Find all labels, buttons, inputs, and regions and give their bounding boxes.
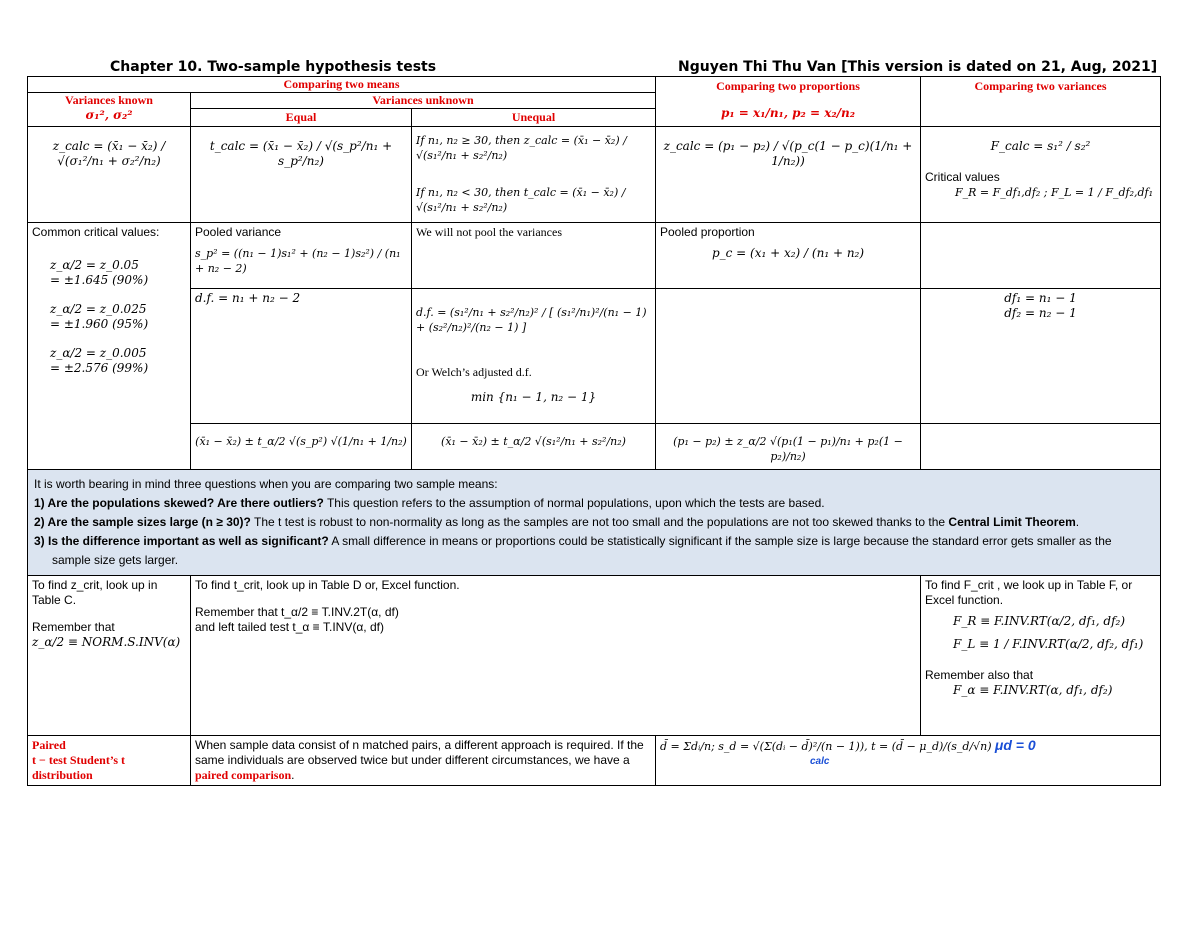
question-2-bold: 2) Are the sample sizes large (n ≥ 30)? bbox=[34, 515, 251, 529]
formula-pooled-variance: s_p² = ((n₁ − 1)s₁² + (n₂ − 1)s₂²) / (n₁ + n₂ − 2) bbox=[195, 247, 401, 275]
formula-pooled-proportion: p_c = (x₁ + x₂) / (n₁ + n₂) bbox=[711, 246, 865, 260]
question-3-rest: A small difference in means or proportions could be statistically significant if the sample size is large because the standard error gets smaller as the bbox=[328, 534, 1112, 548]
cell-t-lookup bbox=[191, 576, 921, 736]
paired-desc: When sample data consist of n matched pairs, a different approach is required. If the same individuals are observed twice but under different circumstances, we have a bbox=[195, 738, 644, 767]
formula-unequal-large: If n₁, n₂ ≥ 30, then z_calc = (x̄₁ − x̄₂) / √(s₁²/n₁ + s₂²/n₂) bbox=[416, 134, 627, 162]
question-3-bold: 3) Is the difference important as well as significant? bbox=[34, 534, 329, 548]
label-pooled-variance: Pooled variance bbox=[195, 225, 282, 239]
label-common-critical: Common critical values: bbox=[32, 225, 160, 239]
f-remember: Remember also that bbox=[925, 668, 1034, 682]
z-formula: z_α/2 ≡ NORM.S.INV(α) bbox=[32, 635, 181, 649]
t-remember: Remember that t_α/2 ≡ T.INV.2T(α, df) bbox=[195, 605, 399, 619]
question-3 bbox=[34, 534, 1154, 549]
cell-f-lookup bbox=[921, 576, 1161, 736]
questions-intro: It is worth bearing in mind three questions when you are comparing two sample means: bbox=[34, 477, 498, 491]
header-comparing-variances: Comparing two variances bbox=[921, 77, 1161, 127]
cell-unequal-stat bbox=[412, 127, 656, 223]
header-proportions-cell bbox=[656, 77, 921, 127]
f-alpha-formula: F_α ≡ F.INV.RT(α, df₁, df₂) bbox=[953, 683, 1113, 697]
z90-label: z_α/2 = z_0.05 bbox=[50, 258, 139, 272]
cell-pooled-variance bbox=[191, 223, 412, 289]
paired-handwritten-note: μd = 0 bbox=[994, 737, 1036, 753]
cell-var-df bbox=[921, 289, 1161, 424]
formula-known-z: z_calc = (x̄₁ − x̄₂) / √(σ₁²/n₁ + σ₂²/n₂) bbox=[52, 139, 166, 168]
z99-label: z_α/2 = z_0.005 bbox=[50, 346, 147, 360]
label-critical-values: Critical values bbox=[925, 170, 1000, 184]
formula-welch-min: min {n₁ − 1, n₂ − 1} bbox=[470, 390, 597, 404]
paired-label-2: t − test Student’s t distribution bbox=[32, 753, 126, 782]
formula-prop-ci: (p₁ − p₂) ± z_α/2 √(p₁(1 − p₁)/n₁ + p₂(1 − p₂)/n₂) bbox=[673, 435, 903, 463]
cell-common-critical bbox=[28, 223, 191, 470]
question-1-rest: This question refers to the assumption of normal populations, upon which the tests are based. bbox=[323, 496, 825, 510]
question-2-end: . bbox=[1075, 515, 1080, 529]
f-left-formula: F_L ≡ 1 / F.INV.RT(α/2, df₂, df₁) bbox=[953, 637, 1144, 651]
z95-value: = ±1.960 (95%) bbox=[50, 317, 149, 331]
label-welch: Or Welch’s adjusted d.f. bbox=[416, 365, 532, 379]
question-1 bbox=[34, 496, 1154, 511]
cell-pooled-proportion bbox=[656, 223, 921, 289]
paired-label: Paired bbox=[32, 738, 66, 752]
header-known-cell bbox=[28, 93, 191, 127]
cell-prop-z bbox=[656, 127, 921, 223]
cell-empty-var-pool bbox=[921, 223, 1161, 289]
cell-equal-t bbox=[191, 127, 412, 223]
header-comparing-proportions: Comparing two proportions bbox=[716, 79, 860, 93]
questions-band bbox=[28, 470, 1161, 576]
paired-calc-note: calc bbox=[810, 756, 830, 767]
header-equal: Equal bbox=[191, 109, 412, 127]
cell-prop-ci bbox=[656, 424, 921, 470]
cell-known-z bbox=[28, 127, 191, 223]
question-2 bbox=[34, 515, 1154, 530]
cell-paired-label bbox=[28, 736, 191, 786]
formula-unequal-ci: (x̄₁ − x̄₂) ± t_α/2 √(s₁²/n₁ + s₂²/n₂) bbox=[441, 435, 626, 448]
question-1-bold: 1) Are the populations skewed? Are there outliers? bbox=[34, 496, 324, 510]
header-proportions-sub: p₁ = x₁/n₁, p₂ = x₂/n₂ bbox=[720, 106, 855, 120]
f-find: To find F_crit , we look up in Table F, or Excel function. bbox=[925, 578, 1133, 607]
header-comparing-means: Comparing two means bbox=[28, 77, 656, 93]
t-find: To find t_crit, look up in Table D or, Excel function. bbox=[195, 578, 460, 592]
formula-equal-ci: (x̄₁ − x̄₂) ± t_α/2 √(s_p²) √(1/n₁ + 1/n₂) bbox=[195, 435, 407, 448]
question-2-rest: The t test is robust to non-normality as long as the samples are not too small and the populations are not too skewed thanks to the bbox=[250, 515, 949, 529]
cell-equal-df bbox=[191, 289, 412, 424]
paired-desc-end: . bbox=[291, 768, 295, 782]
cell-paired-formula bbox=[656, 736, 1161, 786]
cell-unequal-df bbox=[412, 289, 656, 424]
header-unequal: Unequal bbox=[412, 109, 656, 127]
z99-value: = ±2.576 (99%) bbox=[50, 361, 149, 375]
page-header-right: Nguyen Thi Thu Van [This version is dated on 21, Aug, 2021] bbox=[678, 59, 1158, 75]
formula-equal-t: t_calc = (x̄₁ − x̄₂) / √(s_p²/n₁ + s_p²/n₂) bbox=[209, 139, 393, 168]
cell-unequal-ci bbox=[412, 424, 656, 470]
formula-f-critical: F_R = F_df₁,df₂ ; F_L = 1 / F_df₂,df₁ bbox=[955, 186, 1154, 199]
f-right-formula: F_R ≡ F.INV.RT(α/2, df₁, df₂) bbox=[953, 614, 1126, 628]
cell-paired-desc bbox=[191, 736, 656, 786]
cell-empty-var-ci bbox=[921, 424, 1161, 470]
question-2-clt: Central Limit Theorem bbox=[948, 515, 1076, 529]
question-3-cont: sample size gets larger. bbox=[52, 553, 179, 567]
header-variances-known: Variances known bbox=[65, 93, 153, 107]
cell-equal-ci bbox=[191, 424, 412, 470]
label-no-pool: We will not pool the variances bbox=[416, 225, 562, 239]
z-find: To find z_crit, look up in Table C. bbox=[32, 578, 158, 607]
paired-formula: d̄ = Σdᵢ/n; s_d = √(Σ(dᵢ − d̄)²/(n − 1)), t = (d̄ − μ_d)/(s_d/√n) bbox=[660, 740, 992, 753]
cell-var-f bbox=[921, 127, 1161, 223]
header-variances-unknown: Variances unknown bbox=[191, 93, 656, 109]
formula-unequal-small: If n₁, n₂ < 30, then t_calc = (x̄₁ − x̄₂) / √(s₁²/n₁ + s₂²/n₂) bbox=[416, 186, 626, 214]
z-remember: Remember that bbox=[32, 620, 115, 634]
t-left: and left tailed test t_α ≡ T.INV(α, df) bbox=[195, 620, 384, 634]
formula-var-f: F_calc = s₁² / s₂² bbox=[990, 139, 1091, 153]
formula-df1: df₁ = n₁ − 1 bbox=[1004, 291, 1077, 305]
label-pooled-proportion: Pooled proportion bbox=[660, 225, 755, 239]
cell-no-pool bbox=[412, 223, 656, 289]
formula-df2: df₂ = n₂ − 1 bbox=[1004, 306, 1077, 320]
formula-equal-df: d.f. = n₁ + n₂ − 2 bbox=[195, 291, 301, 305]
formula-prop-z: z_calc = (p₁ − p₂) / √(p_c(1 − p_c)(1/n₁ + 1/n₂)) bbox=[663, 139, 913, 168]
formula-unequal-df: d.f. = (s₁²/n₁ + s₂²/n₂)² / [ (s₁²/n₁)²/(n₁ − 1) + (s₂²/n₂)²/(n₂ − 1) ] bbox=[416, 306, 647, 334]
cell-z-lookup bbox=[28, 576, 191, 736]
z95-label: z_α/2 = z_0.025 bbox=[50, 302, 147, 316]
cell-empty-prop-df bbox=[656, 289, 921, 424]
page-header-left: Chapter 10. Two-sample hypothesis tests bbox=[110, 59, 437, 75]
z90-value: = ±1.645 (90%) bbox=[50, 273, 149, 287]
paired-desc-red: paired comparison bbox=[195, 768, 292, 782]
header-variances-known-sub: σ₁², σ₂² bbox=[85, 108, 133, 122]
summary-table bbox=[27, 76, 1161, 786]
